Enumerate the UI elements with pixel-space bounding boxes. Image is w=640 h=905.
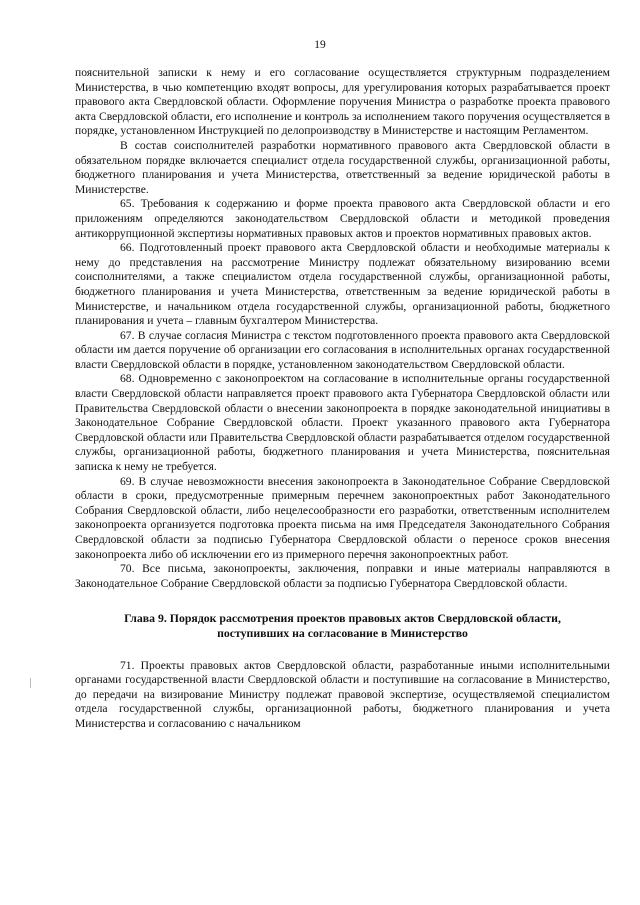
paragraph-70: 70. Все письма, законопроекты, заключения, поправки и иные материалы направляются в Законодательное Собрание Свердловской области за подписью Губернатора Свердловской области. [75, 562, 610, 590]
paragraph-65: 65. Требования к содержанию и форме проекта правового акта Свердловской области и его приложениям определяются законодательством Свердловской области и методикой проведения антикоррупционной экспертизы нормативных правовых актов и проектов нормативных правовых актов. [75, 197, 610, 240]
document-body [75, 66, 610, 732]
paragraph-coexecutors: В состав соисполнителей разработки нормативного правового акта Свердловской области в обязательном порядке включается специалист отдела государственной службы, организационной работы, бюджетного планирования и учета Министерства, ответственный за ведение юридической работы в Министерстве. [75, 138, 610, 196]
margin-mark [30, 678, 31, 688]
paragraph-71: 71. Проекты правовых актов Свердловской области, разработанные иными исполнительными органами государственной власти Свердловской области и поступившие на согласование в Министерство, до передачи на визирование Министру подлежат правовой экспертизе, осуществляемой специалистом отдела государственной службы, организационной работы, бюджетного планирования и учета Министерства и согласованию с начальником [75, 658, 610, 730]
paragraph-68: 68. Одновременно с законопроектом на согласование в исполнительные органы государственной власти Свердловской области направляется проект правового акта Губернатора Свердловской области или Правительства Свердловской области о внесении законопроекта в порядке законодательной инициативы в Законодательное Собрание Свердловской области. Проект указанного правового акта Губернатора Свердловской области или Правительства Свердловской области разрабатывается отделом государственной службы, организационной работы, бюджетного планирования и учета Министерства, пояснительная записка к нему не требуется. [75, 372, 610, 474]
page-number: 19 [314, 39, 326, 51]
chapter-heading [75, 611, 610, 640]
paragraph-66: 66. Подготовленный проект правового акта Свердловской области и необходимые материалы к нему до представления на рассмотрение Министру подлежат обязательному визированию всеми соисполнителями, а также специалистом отдела государственной службы, организационной работы, бюджетного планирования и учета Министерства, ответственным за ведение юридической работы в Министерстве, и начальником отдела государственной службы, организационной работы, бюджетного планирования и учета – главным бухгалтером Министерства. [75, 241, 610, 328]
paragraph-continuation: пояснительной записки к нему и его согласование осуществляется структурным подразделением Министерства, в чью компетенцию входят вопросы, для урегулирования которых разрабатывается проект правового акта Свердловской области. Оформление поручения Министра о разработке проекта правового акта Свердловской области, его исполнение и контроль за исполнением такого поручения осуществляется в порядке, установленном Инструкцией по делопроизводству в Министерстве и настоящим Регламентом. [75, 66, 610, 138]
paragraph-67: 67. В случае согласия Министра с текстом подготовленного проекта правового акта Свердловской области им дается поручение об организации его согласования в исполнительных органах государственной власти Свердловской области в порядке, установленном законодательством Свердловской области. [75, 328, 610, 371]
chapter-heading-line-2: поступивших на согласование в Министерство [217, 625, 468, 640]
chapter-heading-line-1: Глава 9. Порядок рассмотрения проектов правовых актов Свердловской области, [124, 611, 561, 626]
paragraph-69: 69. В случае невозможности внесения законопроекта в Законодательное Собрание Свердловской области в сроки, предусмотренные примерным перечнем законопроектных работ Законодательного Собрания Свердловской области, либо нецелесообразности его разработки, ответственным исполнителем законопроекта организуется подготовка проекта письма на имя Председателя Законодательного Собрания Свердловской области за подписью Губернатора Свердловской области о переносе сроков внесения законопроекта либо об исключении его из примерного перечня законопроектных работ. [75, 474, 610, 561]
